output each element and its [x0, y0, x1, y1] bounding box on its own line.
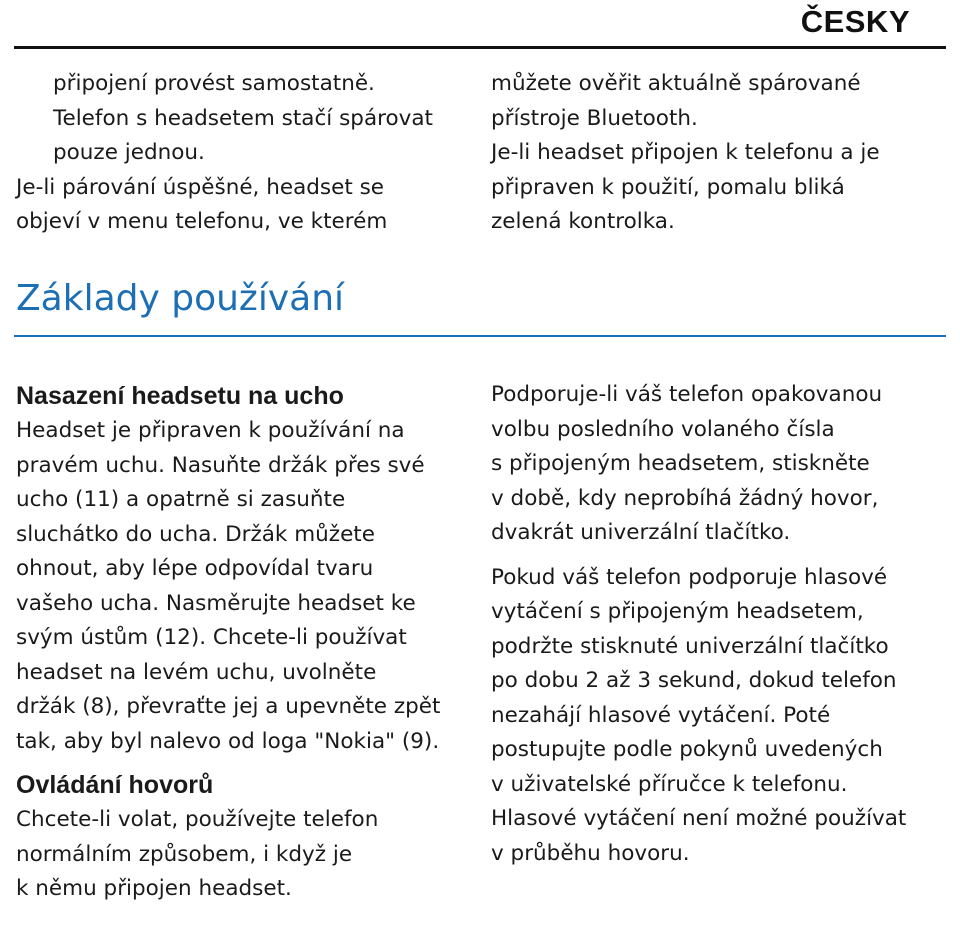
text-line: vytáčení s připojeným headsetem, [491, 599, 864, 624]
text-line: v uživatelské příručce k telefonu. [491, 771, 848, 797]
calls-heading: Ovládání hovorů [16, 771, 214, 799]
text-line: ucho (11) a opatrně si zasuňte [16, 487, 346, 512]
text-line: zelená kontrolka. [491, 209, 675, 234]
basics-left-column [16, 378, 440, 907]
text-line: vašeho ucha. Nasměrujte headset ke [16, 590, 416, 616]
text-line: připojení provést samostatně. [53, 71, 375, 96]
text-line: s připojeným headsetem, stiskněte [491, 451, 870, 476]
text-line: svým ústům (12). Chcete-li používat [16, 625, 407, 650]
text-line: objeví v menu telefonu, ve kterém [16, 209, 388, 234]
text-line: připraven k použití, pomalu bliká [491, 174, 845, 200]
text-line: normálním způsobem, i když je [16, 841, 353, 867]
text-line: Headset je připraven k používání na [16, 418, 405, 443]
text-line: v průběhu hovoru. [491, 840, 690, 866]
text-line: přístroje Bluetooth. [491, 105, 698, 131]
text-line: nezahájí hlasové vytáčení. Poté [491, 702, 831, 728]
text-line: Podporuje-li váš telefon opakovanou [491, 382, 883, 407]
text-line: Je-li headset připojen k telefonu a je [491, 140, 880, 165]
section-rule [14, 335, 946, 337]
text-line: Chcete-li volat, používejte telefon [16, 807, 379, 832]
text-line: Telefon s headsetem stačí spárovat [53, 105, 433, 131]
text-line: postupujte podle pokynů uvedených [491, 737, 883, 762]
text-line: držák (8), převraťte jej a upevněte zpět [16, 694, 441, 719]
text-line: dvakrát univerzální tlačítko. [491, 520, 791, 545]
text-line: k němu připojen headset. [16, 876, 292, 901]
text-line: podržte stisknuté univerzální tlačítko [491, 633, 889, 659]
text-line: pouze jednou. [53, 140, 205, 165]
text-line: po dobu 2 až 3 sekund, dokud telefon [491, 668, 897, 693]
text-line: můžete ověřit aktuálně spárované [491, 71, 861, 96]
intro-indented-block [16, 67, 433, 171]
fitting-heading: Nasazení headsetu na ucho [16, 382, 344, 410]
intro-right-column [491, 67, 880, 240]
text-line: v době, kdy neprobíhá žádný hovor, [491, 485, 879, 511]
basics-right-column [491, 378, 906, 871]
text-line: tak, aby byl nalevo od loga "Nokia" (9). [16, 728, 440, 754]
text-line: volbu posledního volaného čísla [491, 416, 835, 442]
section-title: Základy používání [16, 278, 345, 319]
text-line: pravém uchu. Nasuňte držák přes své [16, 452, 425, 478]
text-line: Je-li párování úspěšné, headset se [16, 174, 385, 200]
text-line: sluchátko do ucha. Držák můžete [16, 521, 375, 547]
header-rule [14, 46, 946, 49]
text-line: ohnout, aby lépe odpovídal tvaru [16, 556, 374, 581]
text-line: Hlasové vytáčení není možné používat [491, 806, 907, 831]
text-line: Pokud váš telefon podporuje hlasové [491, 564, 888, 590]
text-line: headset na levém uchu, uvolněte [16, 659, 377, 685]
intro-left-column [16, 67, 433, 240]
language-label: ČESKY [800, 4, 910, 39]
